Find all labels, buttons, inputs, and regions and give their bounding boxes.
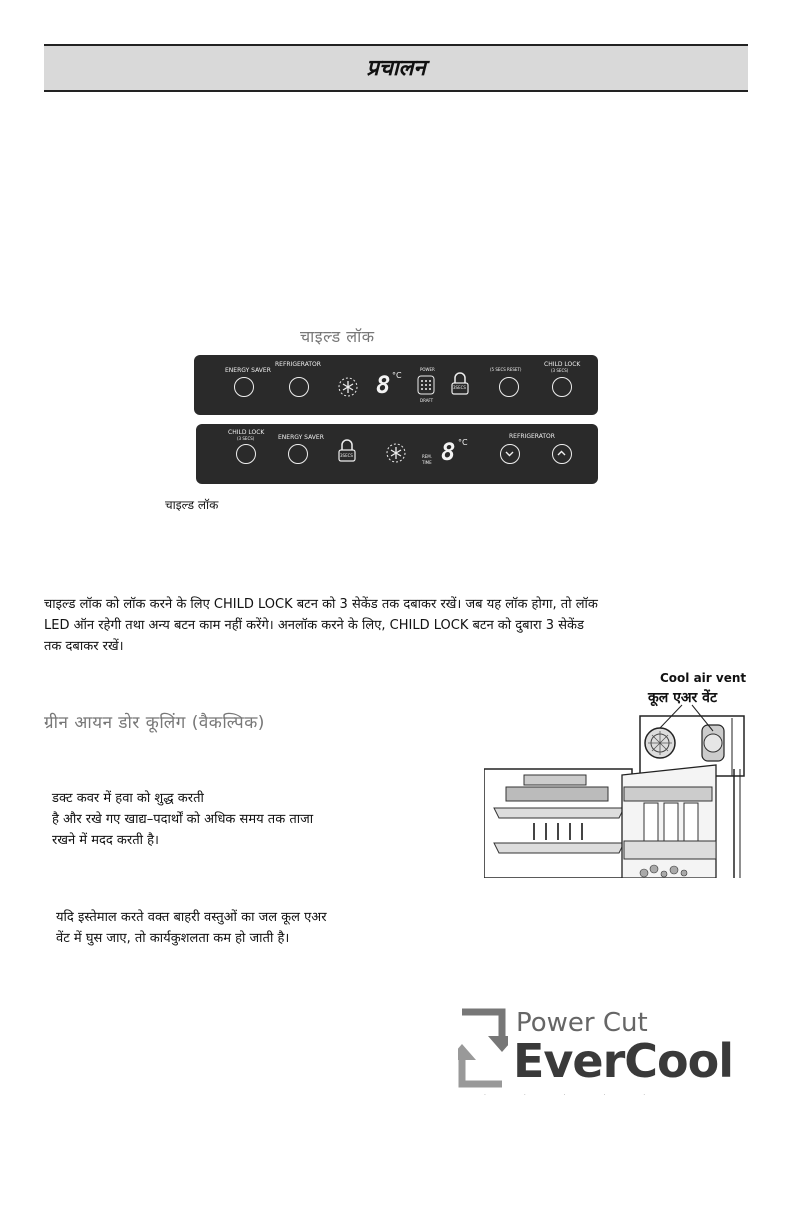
lock-icon [450, 371, 470, 397]
header-rule-bottom [44, 90, 748, 92]
energy-saver-label: ENERGY SAVER [278, 434, 324, 441]
child-lock-label: CHILD LOCK [544, 361, 581, 368]
cool-air-vent-label-hi: कूल एअर वेंट [648, 690, 717, 706]
logo-subtitle: · · · · · [484, 1092, 664, 1099]
paragraph-line: तक दबाकर रखें। [44, 639, 124, 654]
paragraph-line: वेंट में घुस जाए, तो कार्यकुशलता कम हो जाती है। [56, 931, 290, 946]
paragraph-line: डक्ट कवर में हवा को शुद्ध करती [52, 791, 204, 806]
energy-saver-button[interactable] [234, 377, 254, 397]
green-ion-heading: ग्रीन आयन डोर कूलिंग (वैकल्पिक) [44, 713, 265, 733]
bottom-temp-degree: °C [458, 438, 468, 447]
chevron-down-icon [501, 445, 518, 462]
cool-air-vent-label-en: Cool air vent [660, 671, 747, 685]
rem-time-label: REM. TIME [422, 454, 433, 465]
lock-secs-label: 3SECS [453, 385, 466, 390]
power-dots-icon [416, 373, 436, 397]
child-lock-label: CHILD LOCK [228, 429, 265, 436]
paragraph-line: LED ऑन रहेगी तथा अन्य बटन काम नहीं करेंगे। अनलॉक करने के लिए, CHILD LOCK बटन को दुबारा 3 सेकेंड [44, 618, 584, 633]
paragraph-line: है और रखे गए खाद्य–पदार्थों को अधिक समय तक ताजा [52, 812, 314, 827]
lock-icon [337, 438, 357, 464]
refrigerator-label: REFRIGERATOR [275, 361, 321, 368]
lock-secs-label: 3SECS [340, 453, 353, 458]
logo-power-cut-text: Power Cut [516, 1008, 648, 1038]
draft-label: DRAFT [420, 398, 434, 403]
green-ion-paragraph-1 [52, 788, 392, 851]
energy-saver-label: ENERGY SAVER [225, 367, 271, 374]
child-lock-caption: चाइल्ड लॉक [165, 498, 219, 512]
power-label: POWER [420, 367, 435, 372]
fridge-door-illustration [484, 683, 746, 878]
green-ion-paragraph-2 [56, 907, 416, 949]
refrigerator-button[interactable] [289, 377, 309, 397]
bottom-temp-digit: 8 [441, 438, 456, 466]
control-panel-top [194, 355, 598, 415]
paragraph-line: रखने में मदद करती है। [52, 833, 159, 848]
top-temp-digit: 8 [376, 371, 391, 399]
energy-saver-button[interactable] [288, 444, 308, 464]
child-lock-button[interactable] [552, 377, 572, 397]
logo-evercool-text: EverCool [513, 1034, 734, 1088]
reset-button[interactable] [499, 377, 519, 397]
temp-up-button[interactable] [552, 444, 572, 464]
child-lock-button[interactable] [236, 444, 256, 464]
refrigerator-label: REFRIGERATOR [509, 433, 555, 440]
paragraph-line: यदि इस्तेमाल करते वक्त बाहरी वस्तुओं का जल कूल एअर [56, 910, 327, 925]
paragraph-line: चाइल्ड लॉक को लॉक करने के लिए CHILD LOCK बटन को 3 सेकेंड तक दबाकर रखें। जब यह लॉक होगा, तो लॉक [44, 597, 598, 612]
snowflake-cycle-icon [337, 375, 359, 399]
top-temp-degree: °C [392, 371, 402, 380]
child-lock-secs-label: (3 SECS) [551, 368, 569, 373]
child-lock-heading: चाइल्ड लॉक [300, 327, 375, 346]
child-lock-paragraph [44, 594, 764, 657]
snowflake-cycle-icon [385, 441, 407, 465]
control-panel-bottom [196, 424, 598, 484]
chevron-up-icon [553, 445, 570, 462]
power-cut-arrows-icon [458, 1008, 508, 1088]
page-title: प्रचालन [366, 55, 426, 81]
child-lock-secs-label: (3 SECS) [237, 436, 255, 441]
temp-down-button[interactable] [500, 444, 520, 464]
reset-label: (5 SECS RESET) [490, 367, 522, 372]
